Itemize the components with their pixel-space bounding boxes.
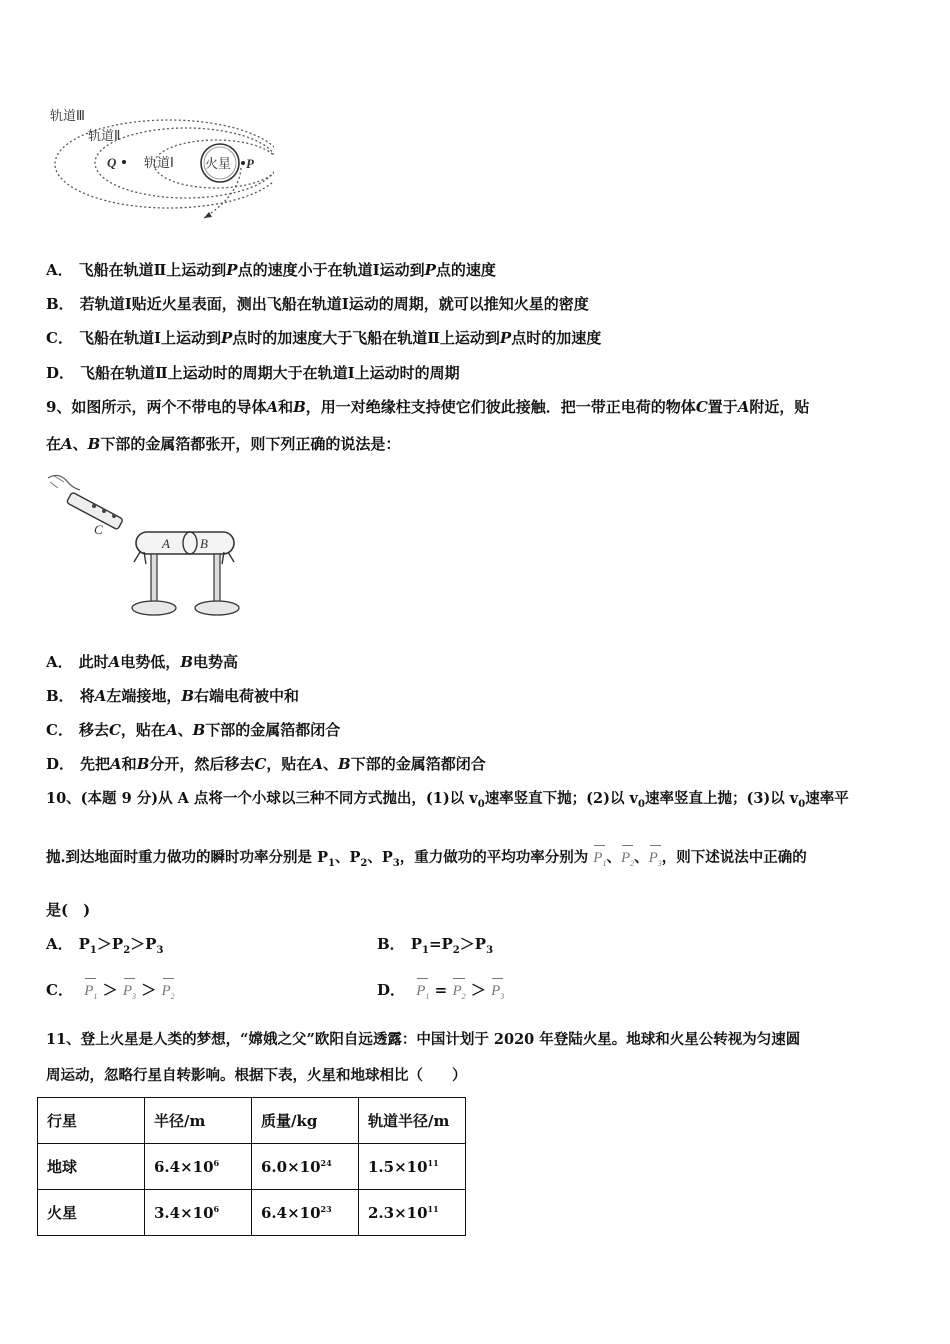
orbit-diagram — [44, 100, 274, 230]
avg-power-p1: $P_1$ — [593, 848, 606, 874]
table-cell-mass: $6.0\times 10^{24}$ — [252, 1144, 359, 1190]
option-letter: D． — [46, 364, 75, 382]
table-cell-orbit: $1.5\times 10^{11}$ — [359, 1144, 466, 1190]
option-letter: B． — [377, 935, 405, 953]
q10-option-b: B． $P_1=P_2>P_3$ — [377, 935, 494, 956]
avg-power-p1: $P_1$ — [416, 981, 429, 1007]
label-b: B — [200, 536, 208, 551]
q10-stem-line3: 是( ) — [46, 901, 91, 919]
option-letter: D． — [46, 755, 75, 773]
q9-option-a: A． 此时A电势低，B电势高 — [46, 653, 239, 671]
option-letter: D． — [377, 981, 406, 999]
table-cell-orbit: $2.3\times 10^{11}$ — [359, 1190, 466, 1236]
label-mars: 火星 — [205, 157, 232, 172]
foil-left — [134, 552, 146, 564]
conductor-diagram — [44, 468, 254, 623]
hand-fingers — [50, 476, 64, 488]
q8-option-d: D． 飞船在轨道Ⅱ上运动时的周期大于在轨道Ⅰ上运动时的周期 — [46, 364, 460, 382]
table-cell-radius: $6.4\times 10^6$ — [145, 1144, 252, 1190]
label-orbit2: 轨道Ⅱ — [88, 129, 121, 144]
q10-option-c: C． $P_1 > P_3 > P_2$ — [46, 980, 175, 1007]
q8-option-c: C． 飞船在轨道Ⅰ上运动到P点时的加速度大于飞船在轨道Ⅱ上运动到P点时的加速度 — [46, 329, 602, 347]
table-row — [38, 1190, 466, 1236]
table-header-cell: 半径/m — [145, 1098, 252, 1144]
avg-power-p3: $P_3$ — [491, 981, 504, 1007]
q10-stem-line2: 抛.到达地面时重力做功的瞬时功率分别是 $P_1$、$P_2$、$P_3$，重力做功的平均功率分别为 $P_1$、$P_2$、$P_3$，则下述说法中正确的 — [46, 848, 807, 874]
label-q: Q — [107, 155, 117, 170]
table-header-cell: 行星 — [38, 1098, 145, 1144]
option-letter: C． — [46, 721, 73, 739]
q10-option-d: D． $P_1 = P_2 > P_3$ — [377, 980, 504, 1007]
point-q-dot — [122, 160, 126, 164]
point-p-dot — [241, 161, 245, 165]
q9-option-d: D． 先把A和B分开，然后移去C，贴在A、B下部的金属箔都闭合 — [46, 755, 486, 773]
avg-power-p3: $P_3$ — [649, 848, 662, 874]
option-letter: C． — [46, 329, 73, 347]
table-header-row — [38, 1098, 466, 1144]
q11-stem-line2: 周运动，忽略行星自转影响。根据下表，火星和地球相比（ ） — [46, 1067, 467, 1084]
stand-right — [214, 554, 220, 604]
charge-mark — [112, 514, 116, 518]
table-cell-radius: $3.4\times 10^6$ — [145, 1190, 252, 1236]
avg-power-p1: $P_1$ — [84, 981, 97, 1007]
planet-table — [37, 1097, 466, 1236]
q9-stem-line2: 在A、B下部的金属箔都张开，则下列正确的说法是： — [46, 435, 401, 453]
table-header-cell: 质量/kg — [252, 1098, 359, 1144]
table-cell-name: 地球 — [38, 1144, 145, 1190]
option-letter: B． — [46, 295, 74, 313]
table-header-cell: 轨道半径/m — [359, 1098, 466, 1144]
q8-option-b: B． 若轨道Ⅰ贴近火星表面，测出飞船在轨道Ⅰ运动的周期，就可以推知火星的密度 — [46, 295, 589, 313]
q9-option-b: B． 将A左端接地，B右端电荷被中和 — [46, 687, 300, 705]
label-orbit1: 轨道Ⅰ — [144, 156, 174, 171]
option-letter: C． — [46, 981, 73, 999]
option-letter: A． — [46, 653, 73, 671]
base-left — [132, 601, 176, 615]
charge-mark — [102, 509, 106, 513]
q10-stem-line1: 10、(本题 9 分)从 A 点将一个小球以三种不同方式抛出，(1)以 $v_0$速率竖直下抛；(2)以 $v_0$速率竖直上抛；(3)以 $v_0$速率平 — [46, 790, 849, 810]
option-letter: B． — [46, 687, 74, 705]
q10-option-a: A． $P_1>P_2>P_3$ — [46, 935, 164, 956]
option-letter: A． — [46, 261, 73, 279]
stand-left — [151, 554, 157, 604]
table-row — [38, 1144, 466, 1190]
base-right — [195, 601, 239, 615]
q9-option-c: C． 移去C，贴在A、B下部的金属箔都闭合 — [46, 721, 341, 739]
foil-right — [222, 552, 234, 564]
q8-option-a: A． 飞船在轨道Ⅱ上运动到P点的速度小于在轨道Ⅰ运动到P点的速度 — [46, 261, 496, 279]
option-letter: A． — [46, 935, 73, 953]
charge-mark — [92, 504, 96, 508]
label-p: P — [246, 156, 254, 171]
label-a: A — [162, 536, 170, 551]
label-c: C — [94, 522, 103, 537]
q9-stem-line1: 9、如图所示，两个不带电的导体A和B，用一对绝缘柱支持使它们彼此接触．把一带正电荷的物体C置于A附近，贴 — [46, 398, 810, 416]
hand-sketch — [48, 475, 80, 490]
avg-power-p2: $P_2$ — [621, 848, 634, 874]
q11-stem-line1: 11、登上火星是人类的梦想，“嫦娥之父”欧阳自远透露：中国计划于 2020 年登陆火星。地球和火星公转视为匀速圆 — [46, 1031, 801, 1048]
label-orbit3: 轨道Ⅲ — [50, 109, 85, 124]
avg-power-p2: $P_2$ — [162, 981, 175, 1007]
table-cell-name: 火星 — [38, 1190, 145, 1236]
avg-power-p2: $P_2$ — [452, 981, 465, 1007]
table-cell-mass: $6.4\times 10^{23}$ — [252, 1190, 359, 1236]
avg-power-p3: $P_3$ — [123, 981, 136, 1007]
